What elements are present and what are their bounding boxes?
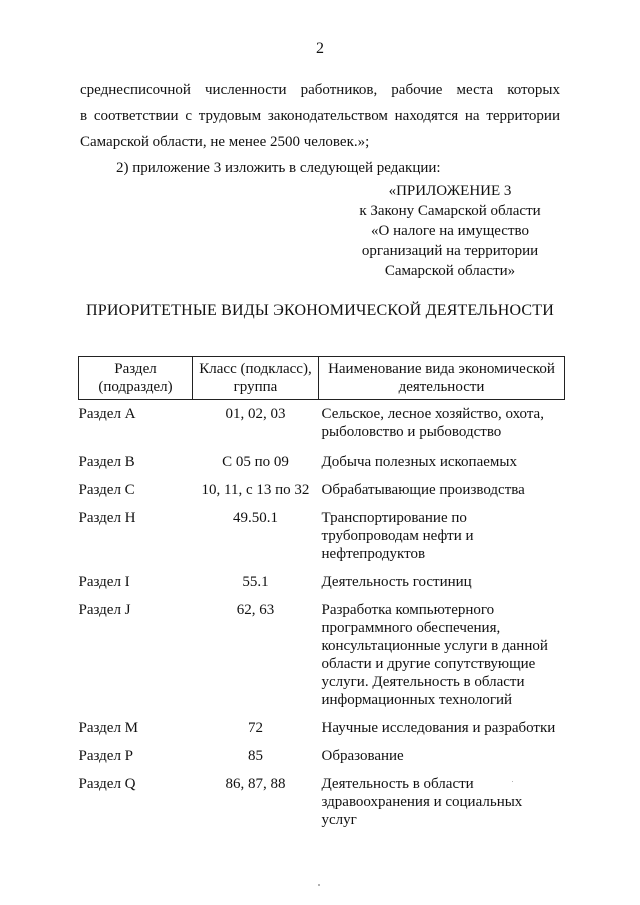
section-cell: Раздел M bbox=[78, 719, 139, 736]
appendix-line: к Закону Самарской области bbox=[359, 203, 541, 219]
scan-speck bbox=[512, 781, 513, 782]
activity-cell bbox=[319, 400, 565, 448]
activity-cell bbox=[319, 448, 565, 476]
appendix-line: организаций на территории bbox=[361, 243, 539, 259]
activity-line: Деятельность гостиниц bbox=[321, 573, 472, 590]
header-class bbox=[193, 357, 319, 400]
appendix-line: Самарской области» bbox=[384, 263, 516, 279]
paragraph-line: в соответствии с трудовым законодательством находятся на территории bbox=[80, 108, 560, 124]
activity-line: Обрабатывающие производства bbox=[321, 481, 525, 498]
appendix-line: «ПРИЛОЖЕНИЕ 3 bbox=[388, 183, 512, 199]
code-cell: 85 bbox=[248, 747, 263, 764]
activity-line: нефтепродуктов bbox=[321, 545, 426, 562]
table-row bbox=[79, 400, 565, 448]
header-line: Раздел bbox=[114, 361, 157, 377]
activity-line: Разработка компьютерного bbox=[321, 601, 495, 618]
table-row bbox=[79, 714, 565, 742]
table-row bbox=[79, 770, 565, 834]
activity-cell bbox=[319, 596, 565, 714]
section-cell: Раздел C bbox=[78, 481, 135, 498]
activity-line: Научные исследования и разработки bbox=[321, 719, 556, 736]
activity-line: Добыча полезных ископаемых bbox=[321, 453, 517, 470]
code-cell: С 05 по 09 bbox=[222, 453, 289, 470]
activity-line: Транспортирование по bbox=[321, 509, 467, 526]
header-section bbox=[79, 357, 193, 400]
table-row bbox=[79, 448, 565, 476]
section-cell: Раздел J bbox=[78, 601, 131, 618]
paragraph-line: Самарской области, не менее 2500 человек.»; bbox=[80, 134, 370, 150]
scan-speck bbox=[318, 884, 320, 886]
activity-line: услуги. Деятельность в области bbox=[321, 673, 525, 690]
activity-cell bbox=[319, 568, 565, 596]
activity-line: здравоохранения и социальных bbox=[321, 793, 523, 810]
appendix-line: «О налоге на имущество bbox=[371, 223, 529, 239]
section-cell: Раздел H bbox=[78, 509, 136, 526]
section-cell: Раздел I bbox=[78, 573, 130, 590]
activity-cell bbox=[319, 714, 565, 742]
activity-line: консультационные услуги в данной bbox=[321, 637, 548, 654]
paragraph-item-2: 2) приложение 3 изложить в следующей редакции: bbox=[116, 160, 441, 176]
activity-line: программного обеспечения, bbox=[321, 619, 501, 636]
paragraph-line: среднесписочной численности работников, рабочие места которых bbox=[80, 82, 560, 98]
activity-line: информационных технологий bbox=[321, 691, 513, 708]
section-cell: Раздел A bbox=[78, 406, 136, 422]
code-cell: 86, 87, 88 bbox=[225, 775, 286, 792]
table-row bbox=[79, 568, 565, 596]
table-row bbox=[79, 476, 565, 504]
activity-table bbox=[78, 356, 565, 834]
code-cell: 49.50.1 bbox=[233, 509, 278, 526]
code-cell: 62, 63 bbox=[236, 601, 275, 618]
activity-cell bbox=[319, 504, 565, 568]
section-cell: Раздел P bbox=[78, 747, 134, 764]
activity-line: трубопроводам нефти и bbox=[321, 527, 474, 544]
section-cell: Раздел B bbox=[78, 453, 135, 470]
code-cell: 72 bbox=[248, 719, 263, 736]
header-activity-name bbox=[319, 357, 565, 400]
activity-cell bbox=[319, 770, 565, 834]
code-cell: 55.1 bbox=[242, 573, 269, 590]
header-line: Наименование вида экономической bbox=[328, 361, 555, 377]
activity-line: Деятельность в области bbox=[321, 775, 474, 792]
activity-cell bbox=[319, 476, 565, 504]
table-row bbox=[79, 742, 565, 770]
appendix-block bbox=[330, 181, 570, 281]
header-line: (подраздел) bbox=[98, 379, 173, 395]
header-line: деятельности bbox=[398, 379, 485, 395]
header-line: группа bbox=[233, 379, 278, 395]
code-cell: 10, 11, с 13 по 32 bbox=[201, 481, 310, 498]
header-line: Класс (подкласс), bbox=[199, 361, 312, 377]
activity-cell bbox=[319, 742, 565, 770]
code-cell: 01, 02, 03 bbox=[225, 406, 286, 422]
activity-line: рыболовство и рыбоводство bbox=[321, 424, 502, 440]
page-number: 2 bbox=[316, 40, 324, 57]
table-row bbox=[79, 504, 565, 568]
activity-line: услуг bbox=[321, 811, 357, 828]
activity-line: области и другие сопутствующие bbox=[321, 655, 536, 672]
table-heading: ПРИОРИТЕТНЫЕ ВИДЫ ЭКОНОМИЧЕСКОЙ ДЕЯТЕЛЬНОСТИ bbox=[85, 302, 555, 319]
table-row bbox=[79, 596, 565, 714]
table-header-row bbox=[79, 357, 565, 400]
section-cell: Раздел Q bbox=[78, 775, 136, 792]
activity-line: Сельское, лесное хозяйство, охота, bbox=[321, 406, 544, 422]
activity-line: Образование bbox=[321, 747, 404, 764]
